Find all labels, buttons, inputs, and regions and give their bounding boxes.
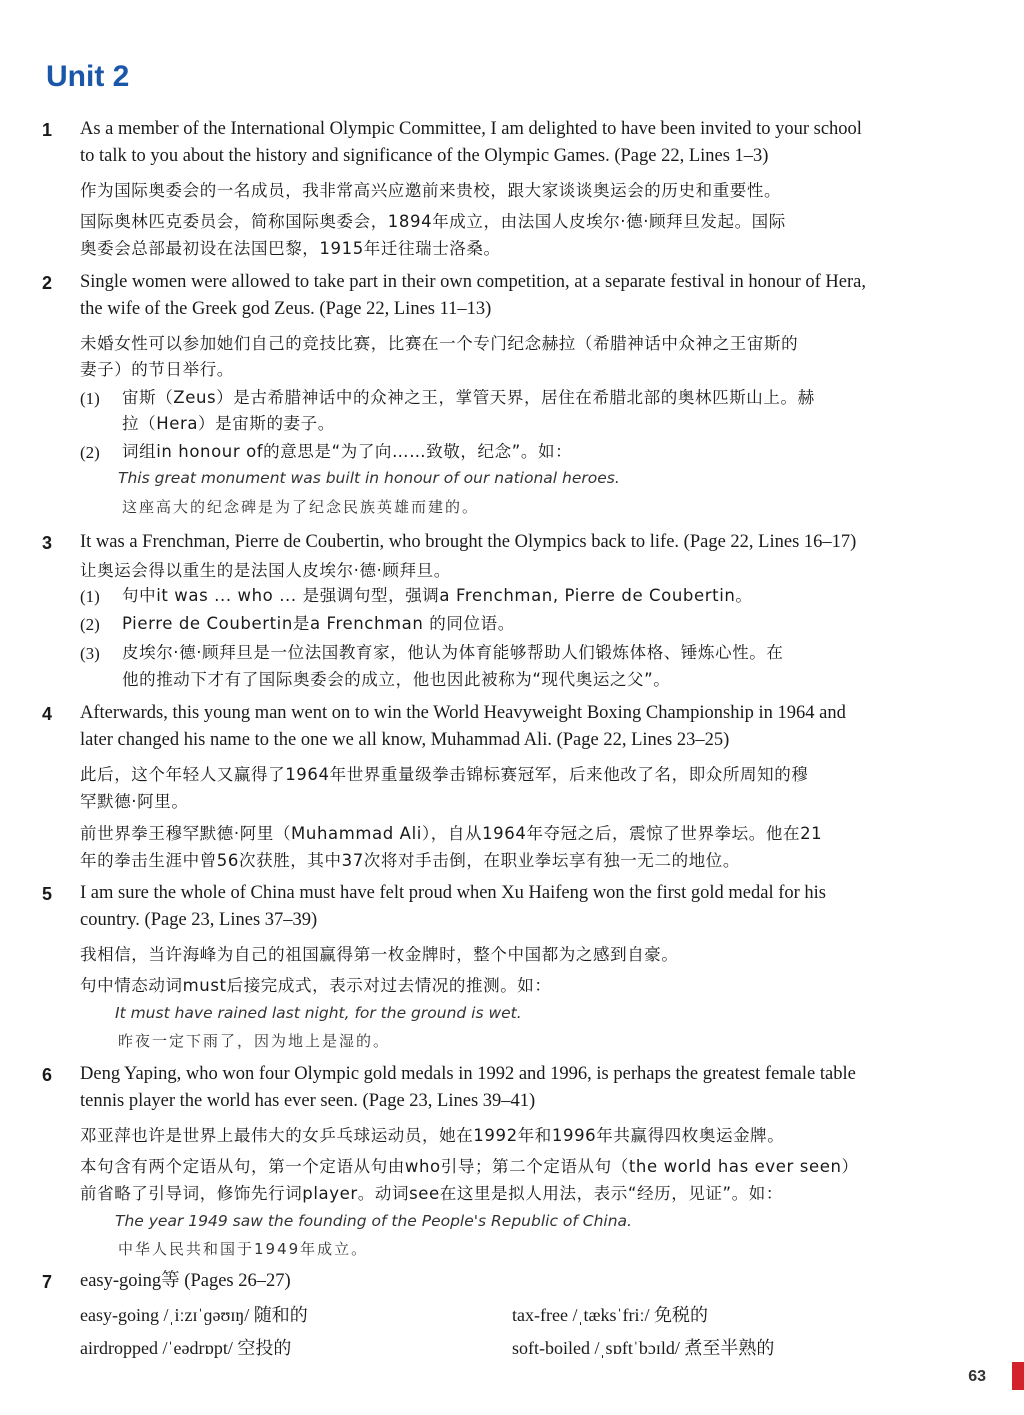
note-line: 皮埃尔·德·顾拜旦是一位法国教育家，他认为体育能够帮助人们锻炼体格、锤炼心性。在 bbox=[122, 643, 784, 662]
item-zh-line: 前省略了引导词，修饰先行词player。动词see在这里是拟人用法，表示“经历，见证”。如： bbox=[80, 1184, 783, 1203]
vocab-entry: easy-going /ˌiːzɪˈɡəʊɪŋ/ 随和的 bbox=[80, 1305, 308, 1325]
item-zh-line: 此后，这个年轻人又赢得了1964年世界重量级拳击锦标赛冠军，后来他改了名，即众所周知的穆 bbox=[80, 765, 809, 784]
item-zh-line: 本句含有两个定语从句，第一个定语从句由who引导；第二个定语从句（the world has ever seen） bbox=[80, 1157, 859, 1176]
example-en: The year 1949 saw the founding of the People's Republic of China. bbox=[115, 1212, 632, 1230]
example-zh: 中华人民共和国于1949年成立。 bbox=[118, 1240, 369, 1258]
item-en-line: It was a Frenchman, Pierre de Coubertin, who brought the Olympics back to life. (Page 22, Lines 16–17) bbox=[80, 532, 857, 552]
vocab-entry: soft-boiled /ˌsɒftˈbɔɪld/ 煮至半熟的 bbox=[512, 1338, 775, 1358]
note-line: 他的推动下才有了国际奥委会的成立，他也因此被称为“现代奥运之父”。 bbox=[122, 670, 671, 689]
item-en-line: Afterwards, this young man went on to win the World Heavyweight Boxing Championship in 1964 and bbox=[80, 703, 846, 723]
item-en-line: As a member of the International Olympic Committee, I am delighted to have been invited to your school bbox=[80, 119, 862, 139]
item-zh-line: 我相信，当许海峰为自己的祖国赢得第一枚金牌时，整个中国都为之感到自豪。 bbox=[80, 945, 679, 964]
item-en-line: to talk to you about the history and significance of the Olympic Games. (Page 22, Lines 1–3) bbox=[80, 146, 769, 166]
item-en-line: Single women were allowed to take part in their own competition, at a separate festival in honour of Hera, bbox=[80, 272, 866, 292]
item-zh-line: 作为国际奥委会的一名成员，我非常高兴应邀前来贵校，跟大家谈谈奥运会的历史和重要性。 bbox=[80, 181, 782, 200]
example-zh: 这座高大的纪念碑是为了纪念民族英雄而建的。 bbox=[122, 498, 480, 516]
unit-title: Unit 2 bbox=[46, 60, 130, 93]
example-zh: 昨夜一定下雨了，因为地上是湿的。 bbox=[118, 1032, 391, 1050]
item-en-line: Deng Yaping, who won four Olympic gold medals in 1992 and 1996, is perhaps the greatest female table bbox=[80, 1064, 856, 1084]
vocab-entry: airdropped /ˈeədrɒpt/ 空投的 bbox=[80, 1338, 292, 1358]
item-zh-line: 让奥运会得以重生的是法国人皮埃尔·德·顾拜旦。 bbox=[80, 561, 451, 580]
item-zh-line: 罕默德·阿里。 bbox=[80, 792, 189, 811]
item-en-line: later changed his name to the one we all know, Muhammad Ali. (Page 22, Lines 23–25) bbox=[80, 730, 730, 750]
note-label: (1) bbox=[80, 389, 100, 408]
note-line: 拉（Hera）是宙斯的妻子。 bbox=[122, 414, 335, 433]
item-zh-line: 邓亚萍也许是世界上最伟大的女乒乓球运动员，她在1992年和1996年共赢得四枚奥运金牌。 bbox=[80, 1126, 785, 1145]
item-en-line: tennis player the world has ever seen. (Page 23, Lines 39–41) bbox=[80, 1091, 536, 1111]
item-number: 6 bbox=[42, 1065, 53, 1085]
item-en-line: the wife of the Greek god Zeus. (Page 22, Lines 11–13) bbox=[80, 299, 492, 319]
item-en-line: country. (Page 23, Lines 37–39) bbox=[80, 910, 318, 930]
item-number: 4 bbox=[42, 704, 53, 724]
item-zh-line: 句中情态动词must后接完成式，表示对过去情况的推测。如： bbox=[80, 976, 552, 995]
example-en: It must have rained last night, for the ground is wet. bbox=[115, 1004, 522, 1022]
note-line: 宙斯（Zeus）是古希腊神话中的众神之王，掌管天界，居住在希腊北部的奥林匹斯山上。赫 bbox=[122, 388, 815, 407]
note-line: 句中it was ... who ... 是强调句型，强调a Frenchman, Pierre de Coubertin。 bbox=[122, 586, 753, 605]
example-en: This great monument was built in honour of our national heroes. bbox=[118, 469, 620, 487]
item-zh-line: 妻子）的节日举行。 bbox=[80, 360, 234, 379]
item-zh-line: 年的拳击生涯中曾56次获胜，其中37次将对手击倒，在职业拳坛享有独一无二的地位。 bbox=[80, 851, 740, 870]
vocab-entry: tax-free /ˌtæksˈfriː/ 免税的 bbox=[512, 1305, 708, 1325]
item-number: 1 bbox=[42, 120, 53, 140]
item-zh-line: 奥委会总部最初设在法国巴黎，1915年迁往瑞士洛桑。 bbox=[80, 239, 501, 258]
item-number: 7 bbox=[42, 1272, 53, 1292]
item-number: 3 bbox=[42, 533, 53, 553]
item-zh-line: 国际奥林匹克委员会，简称国际奥委会，1894年成立，由法国人皮埃尔·德·顾拜旦发起。国际 bbox=[80, 212, 786, 231]
note-line: 词组in honour of的意思是“为了向……致敬，纪念”。如： bbox=[122, 442, 573, 461]
note-label: (1) bbox=[80, 587, 100, 606]
item-en-line: I am sure the whole of China must have felt proud when Xu Haifeng won the first gold medal for his bbox=[80, 883, 826, 903]
item-en-line: easy-going等 (Pages 26–27) bbox=[80, 1271, 291, 1291]
item-zh-line: 未婚女性可以参加她们自己的竞技比赛，比赛在一个专门纪念赫拉（希腊神话中众神之王宙斯的 bbox=[80, 334, 799, 353]
item-number: 2 bbox=[42, 273, 53, 293]
item-number: 5 bbox=[42, 884, 53, 904]
page-number: 63 bbox=[968, 1368, 986, 1385]
note-line: Pierre de Coubertin是a Frenchman 的同位语。 bbox=[122, 614, 515, 633]
note-label: (2) bbox=[80, 443, 100, 462]
item-zh-line: 前世界拳王穆罕默德·阿里（Muhammad Ali），自从1964年夺冠之后，震惊了世界拳坛。他在21 bbox=[80, 824, 823, 843]
note-label: (2) bbox=[80, 615, 100, 634]
note-label: (3) bbox=[80, 644, 100, 663]
page-edge-marker bbox=[1012, 1362, 1024, 1390]
